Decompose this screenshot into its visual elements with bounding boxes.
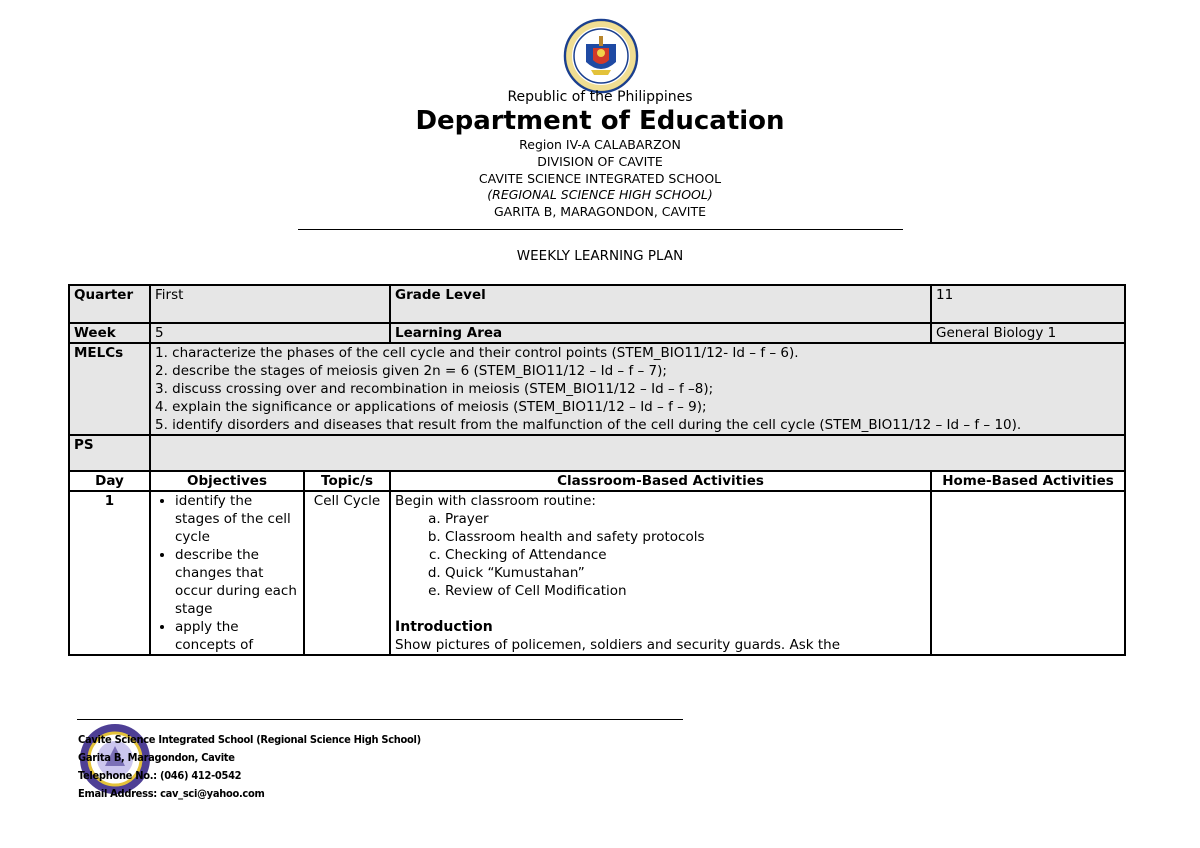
plan-title: WEEKLY LEARNING PLAN — [516, 248, 684, 264]
deped-seal — [561, 18, 641, 94]
footer-divider — [77, 719, 683, 720]
melc-item: 2. describe the stages of meiosis given 2n = 6 (STEM_BIO11/12 – Id – f – 7); — [155, 363, 667, 379]
topic-cell: Cell Cycle — [304, 491, 390, 655]
objectives-cell — [150, 491, 304, 655]
column-header-row — [69, 471, 1125, 491]
week-value: 5 — [150, 323, 390, 343]
week-label: Week — [69, 323, 150, 343]
melcs-list — [150, 343, 1125, 435]
col-header-home-activities: Home-Based Activities — [931, 471, 1125, 491]
week-row — [69, 323, 1125, 343]
routine-item: a. Prayer — [445, 510, 926, 528]
department-title: Department of Education — [415, 106, 785, 136]
header-divider — [298, 229, 903, 230]
footer-telephone: Telephone No.: (046) 412-0542 — [78, 769, 242, 782]
routine-item: c. Checking of Attendance — [445, 546, 926, 564]
footer-email: Email Address: cav_sci@yahoo.com — [78, 787, 265, 800]
school-address: GARITA B, MARAGONDON, CAVITE — [493, 204, 707, 219]
day-number: 1 — [69, 491, 150, 655]
grade-level-value: 11 — [931, 285, 1125, 323]
footer-contact — [78, 731, 421, 803]
ps-value — [150, 435, 1125, 471]
melc-item: 4. explain the significance or applications of meiosis (STEM_BIO11/12 – Id – f – 9); — [155, 399, 707, 415]
region-label: Region IV-A CALABARZON — [519, 137, 681, 152]
routine-item: e. Review of Cell Modification — [445, 582, 926, 600]
objective-item: • apply the concepts of — [175, 618, 299, 654]
col-header-topics: Topic/s — [304, 471, 390, 491]
footer-school: Cavite Science Integrated School (Regional Science High School) — [78, 733, 421, 746]
grade-level-label: Grade Level — [390, 285, 931, 323]
routine-list — [395, 510, 926, 600]
quarter-label: Quarter — [69, 285, 150, 323]
learning-plan-table — [68, 284, 1126, 656]
footer-address: Garita B, Maragondon, Cavite — [78, 751, 235, 764]
col-header-day: Day — [69, 471, 150, 491]
table-row — [69, 491, 1125, 655]
objective-item: • describe the changes that occur during each stage — [175, 546, 299, 618]
routine-item: d. Quick “Kumustahan” — [445, 564, 926, 582]
routine-item: b. Classroom health and safety protocols — [445, 528, 926, 546]
division-label: DIVISION OF CAVITE — [537, 154, 663, 169]
ps-label: PS — [69, 435, 150, 471]
introduction-text: Show pictures of policemen, soldiers and security guards. Ask the — [395, 637, 841, 653]
melcs-label: MELCs — [69, 343, 150, 435]
melc-item: 5. identify disorders and diseases that result from the malfunction of the cell during the cell cycle (STEM_BIO11/12 – Id – f – 10). — [155, 417, 1022, 433]
school-name: CAVITE SCIENCE INTEGRATED SCHOOL — [478, 171, 722, 186]
quarter-row — [69, 285, 1125, 323]
routine-intro: Begin with classroom routine: — [395, 493, 596, 509]
school-subtitle: (REGIONAL SCIENCE HIGH SCHOOL) — [487, 187, 713, 202]
introduction-heading: Introduction — [395, 619, 493, 635]
republic-label: Republic of the Philippines — [507, 89, 693, 105]
learning-area-value: General Biology 1 — [931, 323, 1125, 343]
col-header-classroom-activities: Classroom-Based Activities — [390, 471, 931, 491]
classroom-activities-cell — [390, 491, 931, 655]
objective-item: • identify the stages of the cell cycle — [175, 492, 299, 546]
ps-row — [69, 435, 1125, 471]
home-activities-cell — [931, 491, 1125, 655]
melc-item: 1. characterize the phases of the cell cycle and their control points (STEM_BIO11/12- Id – f – 6). — [155, 345, 799, 361]
learning-area-label: Learning Area — [390, 323, 931, 343]
melc-item: 3. discuss crossing over and recombination in meiosis (STEM_BIO11/12 – Id – f –8); — [155, 381, 714, 397]
melcs-row — [69, 343, 1125, 435]
col-header-objectives: Objectives — [150, 471, 304, 491]
quarter-value: First — [150, 285, 390, 323]
